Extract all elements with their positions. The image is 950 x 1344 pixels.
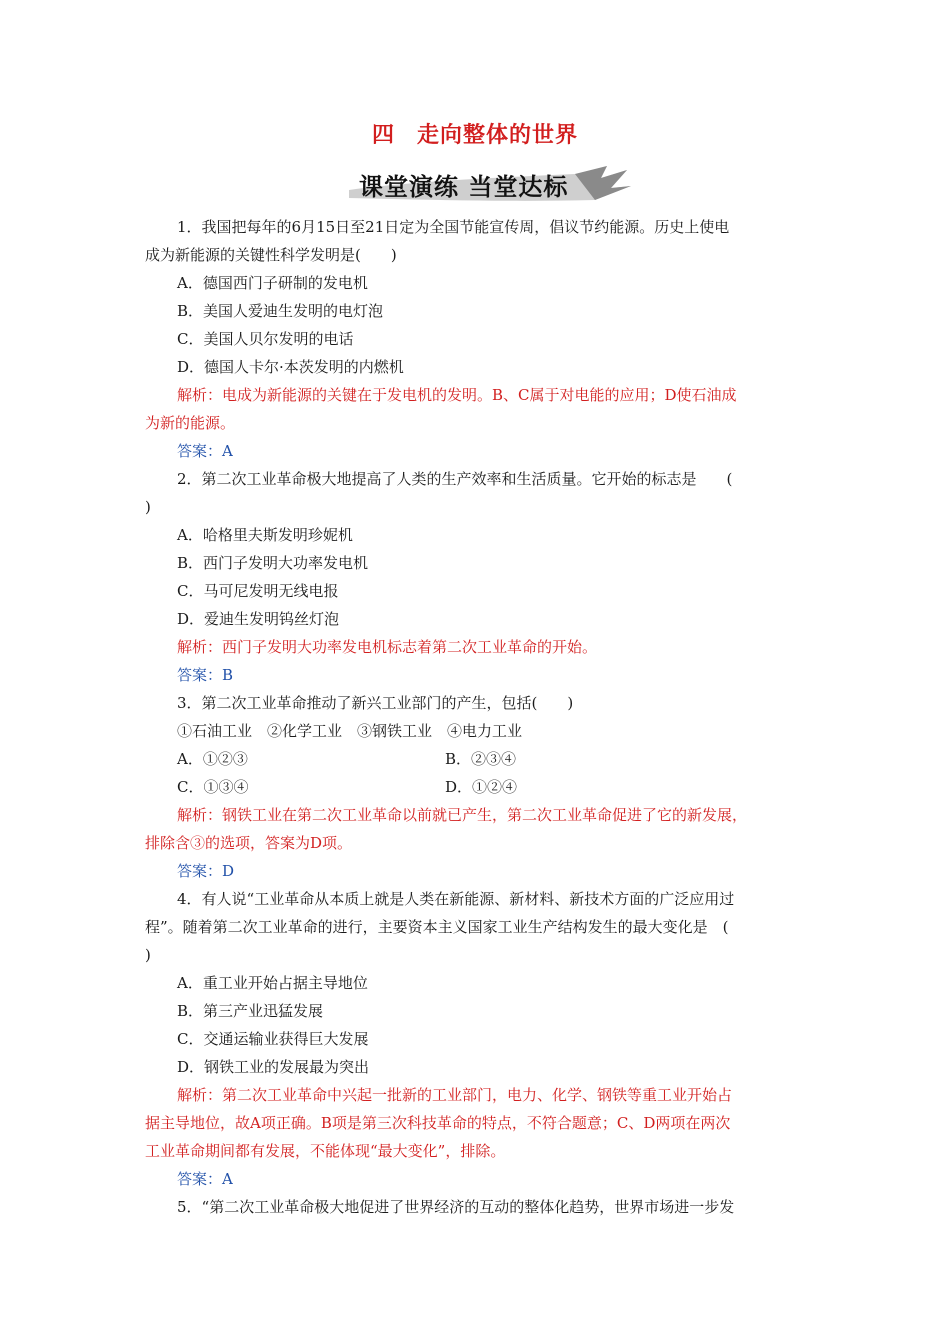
option-b: B．美国人爱迪生发明的电灯泡	[177, 302, 384, 320]
answer-line: 答案：D	[177, 862, 235, 880]
banner-text: 课堂演练 当堂达标	[359, 173, 569, 201]
question-items-line: ①石油工业 ②化学工业 ③钢铁工业 ④电力工业	[177, 722, 523, 740]
option-row	[145, 773, 813, 801]
analysis-line: 解析：第二次工业革命中兴起一批新的工业部门，电力、化学、钢铁等重工业开始占	[177, 1086, 733, 1104]
option-c: C．美国人贝尔发明的电话	[177, 330, 354, 348]
question-4	[145, 885, 813, 1193]
analysis-line: 排除含③的选项，答案为D项。	[145, 834, 353, 852]
question-list	[145, 213, 813, 1221]
question-5	[145, 1193, 813, 1221]
answer-line: 答案：A	[177, 442, 233, 460]
analysis-line: 据主导地位，故A项正确。B项是第三次科技革命的特点，不符合题意；C、D两项在两次	[145, 1114, 731, 1132]
question-stem-line: 5．“第二次工业革命极大地促进了世界经济的互动的整体化趋势，世界市场进一步发	[177, 1198, 735, 1216]
option-d: D．德国人卡尔·本茨发明的内燃机	[177, 358, 404, 376]
option-a: A．德国西门子研制的发电机	[177, 274, 368, 292]
option-b: B．第三产业迅猛发展	[177, 1002, 324, 1020]
analysis-line: 工业革命期间都有发展，不能体现“最大变化”，排除。	[145, 1142, 506, 1160]
section-banner	[345, 160, 635, 206]
analysis-line: 解析：电成为新能源的关键在于发电机的发明。B、C属于对电能的应用；D使石油成	[177, 386, 737, 404]
question-stem-line: 2．第二次工业革命极大地提高了人类的生产效率和生活质量。它开始的标志是 (	[177, 470, 733, 488]
option-b: B．②③④	[445, 750, 517, 768]
question-stem-line: 程”。随着第二次工业革命的进行，主要资本主义国家工业生产结构发生的最大变化是 (	[145, 918, 729, 936]
option-a: A．重工业开始占据主导地位	[177, 974, 368, 992]
question-stem-line: 成为新能源的关键性科学发明是( )	[145, 246, 397, 264]
option-a: A．哈格里夫斯发明珍妮机	[177, 526, 353, 544]
question-stem-line: 3．第二次工业革命推动了新兴工业部门的产生，包括( )	[177, 694, 574, 712]
option-c: C．交通运输业获得巨大发展	[177, 1030, 369, 1048]
option-d: D．爱迪生发明钨丝灯泡	[177, 610, 340, 628]
question-stem-line: )	[145, 498, 151, 516]
question-2	[145, 465, 813, 689]
page-title	[0, 118, 950, 149]
option-b: B．西门子发明大功率发电机	[177, 554, 369, 572]
question-stem-line: )	[145, 946, 151, 964]
analysis-line: 解析：西门子发明大功率发电机标志着第二次工业革命的开始。	[177, 638, 598, 656]
section-title: 走向整体的世界	[417, 123, 579, 148]
question-stem-line: 4．有人说“工业革命从本质上就是人类在新能源、新材料、新技术方面的广泛应用过	[177, 890, 735, 908]
question-3	[145, 689, 813, 885]
analysis-line: 解析：钢铁工业在第二次工业革命以前就已产生，第二次工业革命促进了它的新发展，	[177, 806, 748, 824]
answer-line: 答案：B	[177, 666, 234, 684]
analysis-line: 为新的能源。	[145, 414, 236, 432]
option-d: D．①②④	[445, 778, 518, 796]
section-number: 四	[371, 123, 395, 148]
option-d: D．钢铁工业的发展最为突出	[177, 1058, 370, 1076]
question-1	[145, 213, 813, 465]
option-c: C．①③④	[177, 778, 249, 796]
option-row	[145, 745, 813, 773]
question-stem-line: 1．我国把每年的6月15日至21日定为全国节能宣传周，倡议节约能源。历史上使电	[177, 218, 730, 236]
answer-line: 答案：A	[177, 1170, 233, 1188]
option-a: A．①②③	[177, 750, 248, 768]
option-c: C．马可尼发明无线电报	[177, 582, 339, 600]
